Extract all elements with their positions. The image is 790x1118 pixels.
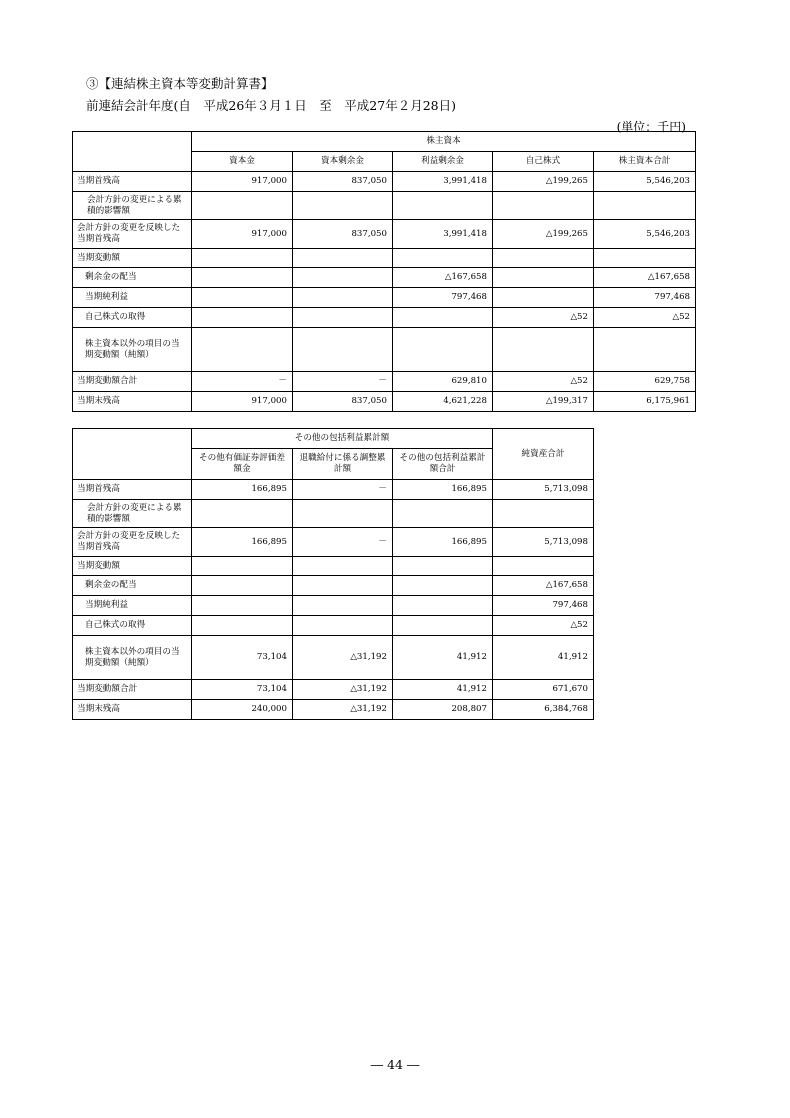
value-cell (293, 500, 393, 528)
value-cell: 629,758 (594, 372, 696, 392)
value-cell: 797,468 (594, 288, 696, 308)
value-cell (493, 328, 594, 372)
value-cell: △52 (493, 616, 594, 636)
value-cell: △199,317 (493, 392, 594, 412)
value-cell: 837,050 (293, 172, 393, 192)
row-label: 当期首残高 (73, 172, 192, 192)
row-label: 会計方針の変更を反映した当期首残高 (73, 528, 192, 557)
value-cell: △52 (493, 372, 594, 392)
table-row (73, 172, 696, 192)
value-cell (594, 328, 696, 372)
table-row (73, 392, 696, 412)
unit-label: (単位：千円) (616, 120, 686, 134)
value-cell (493, 557, 594, 576)
value-cell (293, 557, 393, 576)
table-row (73, 528, 594, 557)
value-cell: 6,175,961 (594, 392, 696, 412)
column-header: 退職給付に係る調整累計額 (293, 449, 393, 480)
value-cell (594, 249, 696, 268)
row-label: 当期変動額 (73, 557, 192, 576)
value-cell (493, 192, 594, 220)
value-cell: 5,713,098 (493, 480, 594, 500)
value-cell: － (293, 480, 393, 500)
value-cell (192, 576, 293, 596)
value-cell (192, 328, 293, 372)
row-label: 剰余金の配当 (73, 576, 192, 596)
value-cell (293, 192, 393, 220)
value-cell: 41,912 (393, 636, 493, 680)
value-cell: 837,050 (293, 392, 393, 412)
table-row (73, 372, 696, 392)
value-cell (393, 308, 493, 328)
value-cell (293, 576, 393, 596)
value-cell (393, 249, 493, 268)
column-header: 資本剰余金 (293, 152, 393, 172)
column-header: 自己株式 (493, 152, 594, 172)
table-row (73, 700, 594, 720)
value-cell (192, 249, 293, 268)
value-cell: 6,384,768 (493, 700, 594, 720)
row-label: 当期末残高 (73, 700, 192, 720)
value-cell: 73,104 (192, 636, 293, 680)
value-cell (393, 576, 493, 596)
value-cell (192, 288, 293, 308)
row-label: 会計方針の変更を反映した当期首残高 (73, 220, 192, 249)
row-label: 当期純利益 (73, 596, 192, 616)
shareholders-equity-table (72, 131, 696, 412)
value-cell: 797,468 (493, 596, 594, 616)
value-cell (192, 268, 293, 288)
value-cell: 5,713,098 (493, 528, 594, 557)
table-row (73, 308, 696, 328)
row-label: 株主資本以外の項目の当期変動額（純額） (73, 636, 192, 680)
value-cell: △167,658 (493, 576, 594, 596)
value-cell: － (293, 528, 393, 557)
column-header: 資本金 (192, 152, 293, 172)
value-cell: 3,991,418 (393, 220, 493, 249)
table-row (73, 576, 594, 596)
value-cell (493, 249, 594, 268)
value-cell: 166,895 (192, 480, 293, 500)
row-label: 株主資本以外の項目の当期変動額（純額） (73, 328, 192, 372)
value-cell: △167,658 (393, 268, 493, 288)
value-cell: － (192, 372, 293, 392)
column-header: 株主資本合計 (594, 152, 696, 172)
value-cell (393, 328, 493, 372)
row-label: 当期純利益 (73, 288, 192, 308)
row-label-header (73, 132, 192, 172)
value-cell: 4,621,228 (393, 392, 493, 412)
value-cell: 837,050 (293, 220, 393, 249)
table-row (73, 680, 594, 700)
table-row (73, 596, 594, 616)
table-row (73, 616, 594, 636)
page-number: ― 44 ― (370, 1057, 420, 1072)
group-header: その他の包括利益累計額 (192, 429, 493, 449)
column-header: 利益剰余金 (393, 152, 493, 172)
value-cell (393, 616, 493, 636)
value-cell: 5,546,203 (594, 220, 696, 249)
value-cell (192, 192, 293, 220)
value-cell (192, 308, 293, 328)
row-label: 剰余金の配当 (73, 268, 192, 288)
value-cell (594, 192, 696, 220)
net-assets-total-header: 純資産合計 (493, 429, 594, 480)
table-row (73, 249, 696, 268)
other-comprehensive-income-table (72, 428, 594, 720)
row-label: 自己株式の取得 (73, 616, 192, 636)
row-label: 会計方針の変更による累積的影響額 (73, 192, 192, 220)
row-label: 当期末残高 (73, 392, 192, 412)
value-cell: △199,265 (493, 220, 594, 249)
column-header: その他の包括利益累計額合計 (393, 449, 493, 480)
row-label: 当期変動額合計 (73, 372, 192, 392)
value-cell: 917,000 (192, 220, 293, 249)
value-cell (393, 500, 493, 528)
fiscal-period: 前連結会計年度(自 平成26年３月１日 至 平成27年２月28日) (86, 98, 456, 113)
group-header: 株主資本 (192, 132, 696, 152)
value-cell (192, 616, 293, 636)
value-cell (293, 249, 393, 268)
value-cell: 240,000 (192, 700, 293, 720)
value-cell (192, 596, 293, 616)
value-cell (493, 500, 594, 528)
row-label: 自己株式の取得 (73, 308, 192, 328)
value-cell: △52 (594, 308, 696, 328)
table-row (73, 288, 696, 308)
value-cell: 629,810 (393, 372, 493, 392)
value-cell (393, 596, 493, 616)
table-row (73, 480, 594, 500)
value-cell (393, 192, 493, 220)
row-label: 当期変動額合計 (73, 680, 192, 700)
value-cell: 208,807 (393, 700, 493, 720)
value-cell: 671,670 (493, 680, 594, 700)
value-cell (493, 268, 594, 288)
table-row (73, 192, 696, 220)
table-row (73, 268, 696, 288)
row-label: 当期首残高 (73, 480, 192, 500)
table-row (73, 557, 594, 576)
value-cell: △167,658 (594, 268, 696, 288)
value-cell: △31,192 (293, 700, 393, 720)
statement-heading: ③【連結株主資本等変動計算書】 (86, 76, 274, 91)
value-cell (192, 557, 293, 576)
value-cell: 917,000 (192, 392, 293, 412)
value-cell: 166,895 (393, 528, 493, 557)
value-cell: △52 (493, 308, 594, 328)
value-cell: 41,912 (393, 680, 493, 700)
row-label: 当期変動額 (73, 249, 192, 268)
value-cell: 917,000 (192, 172, 293, 192)
value-cell: △31,192 (293, 636, 393, 680)
column-header: その他有価証券評価差額金 (192, 449, 293, 480)
table-row (73, 636, 594, 680)
table-row (73, 220, 696, 249)
table-row (73, 500, 594, 528)
row-label-header (73, 429, 192, 480)
value-cell (293, 268, 393, 288)
value-cell (192, 500, 293, 528)
value-cell (293, 616, 393, 636)
value-cell: 73,104 (192, 680, 293, 700)
value-cell: 3,991,418 (393, 172, 493, 192)
value-cell: 41,912 (493, 636, 594, 680)
value-cell (293, 308, 393, 328)
value-cell: － (293, 372, 393, 392)
value-cell (293, 288, 393, 308)
value-cell (293, 596, 393, 616)
value-cell (393, 557, 493, 576)
row-label: 会計方針の変更による累積的影響額 (73, 500, 192, 528)
value-cell: 5,546,203 (594, 172, 696, 192)
table-row (73, 328, 696, 372)
value-cell: △199,265 (493, 172, 594, 192)
value-cell: 166,895 (192, 528, 293, 557)
value-cell: △31,192 (293, 680, 393, 700)
value-cell: 797,468 (393, 288, 493, 308)
value-cell (493, 288, 594, 308)
value-cell: 166,895 (393, 480, 493, 500)
value-cell (293, 328, 393, 372)
